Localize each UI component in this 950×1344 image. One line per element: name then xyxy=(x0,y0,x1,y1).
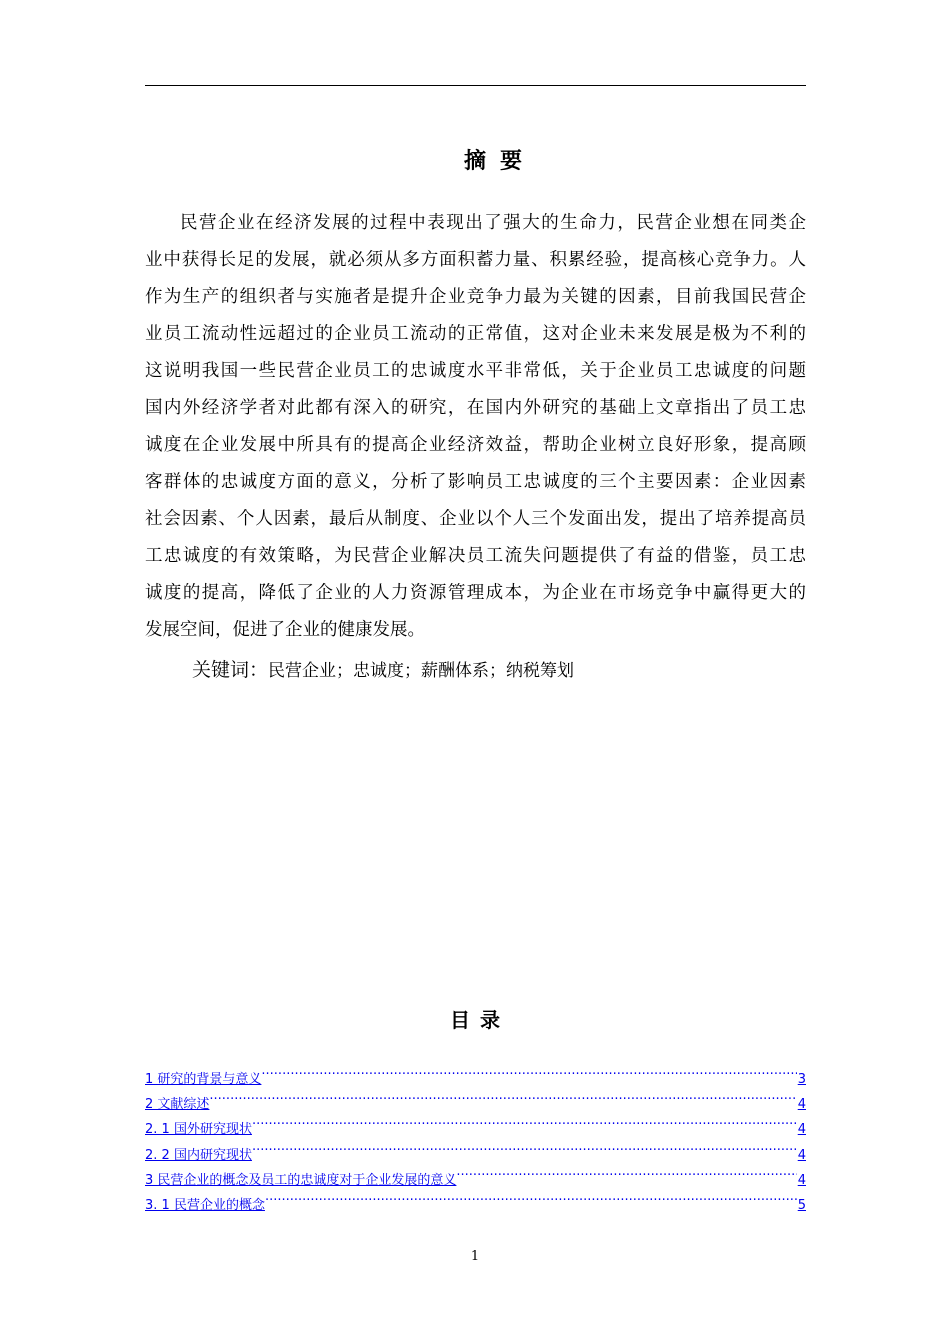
abstract-line: 工忠诚度的有效策略，为民营企业解决员工流失问题提供了有益的借鉴，员工忠 xyxy=(145,546,806,566)
abstract-line: 国内外经济学者对此都有深入的研究，在国内外研究的基础上文章指出了员工忠 xyxy=(145,398,806,418)
header-rule xyxy=(145,85,806,86)
toc-title: 目录 xyxy=(450,1008,510,1032)
toc-dot-leader xyxy=(265,1184,797,1209)
toc-page-number: 4 xyxy=(797,1172,806,1188)
toc-dot-leader xyxy=(456,1159,796,1184)
abstract-line: 这说明我国一些民营企业员工的忠诚度水平非常低，关于企业员工忠诚度的问题 xyxy=(145,361,806,381)
toc-link[interactable] xyxy=(145,1058,806,1087)
toc-entry-label: 1 研究的背景与意义 xyxy=(145,1072,262,1087)
toc-dot-leader xyxy=(261,1058,796,1083)
abstract-line: 业员工流动性远超过的企业员工流动的正常值，这对企业未来发展是极为不利的 xyxy=(145,324,806,344)
abstract-line: 诚度在企业发展中所具有的提高企业经济效益，帮助企业树立良好形象，提高顾 xyxy=(145,435,806,455)
toc-page-number: 3 xyxy=(797,1072,806,1087)
table-of-contents xyxy=(145,1058,806,1213)
toc-dot-leader xyxy=(252,1108,797,1133)
page-number: 1 xyxy=(470,1249,480,1264)
abstract-line: 客群体的忠诚度方面的意义，分析了影响员工忠诚度的三个主要因素：企业因素 xyxy=(145,472,806,492)
abstract-line: 社会因素、个人因素，最后从制度、企业以个人三个发面出发，提出了培养提高员 xyxy=(145,509,806,529)
toc-page-number: 4 xyxy=(797,1147,806,1163)
abstract-body xyxy=(145,205,806,649)
toc-page-number: 4 xyxy=(797,1122,806,1138)
abstract-line: 民营企业在经济发展的过程中表现出了强大的生命力，民营企业想在同类企 xyxy=(180,213,806,233)
toc-entry-label: 2. 1 国外研究现状 xyxy=(145,1122,252,1138)
toc-entry-label: 3. 1 民营企业的概念 xyxy=(145,1197,265,1213)
toc-entry-label: 3 民营企业的概念及员工的忠诚度对于企业发展的意义 xyxy=(145,1172,457,1188)
toc-entry-label: 2 文献综述 xyxy=(145,1097,210,1113)
abstract-title: 摘要 xyxy=(463,149,536,174)
toc-dot-leader xyxy=(209,1083,796,1108)
keywords-value: 民营企业；忠诚度；薪酬体系；纳税筹划 xyxy=(268,661,575,681)
keywords-label: 关键词： xyxy=(192,659,269,681)
toc-link[interactable] xyxy=(145,1108,806,1138)
toc-link[interactable] xyxy=(145,1083,806,1113)
toc-dot-leader xyxy=(252,1134,797,1159)
toc-page-number: 4 xyxy=(797,1097,806,1113)
toc-page-number: 5 xyxy=(797,1197,806,1213)
abstract-line: 诚度的提高，降低了企业的人力资源管理成本，为企业在市场竞争中赢得更大的 xyxy=(145,583,806,603)
keywords xyxy=(192,654,574,686)
toc-entry-label: 2. 2 国内研究现状 xyxy=(145,1147,252,1163)
abstract-line: 发展空间，促进了企业的健康发展。 xyxy=(145,620,425,640)
abstract-line: 业中获得长足的发展，就必须从多方面积蓄力量、积累经验，提高核心竞争力。人 xyxy=(145,250,806,270)
abstract-line: 作为生产的组织者与实施者是提升企业竞争力最为关键的因素，目前我国民营企 xyxy=(145,287,806,307)
